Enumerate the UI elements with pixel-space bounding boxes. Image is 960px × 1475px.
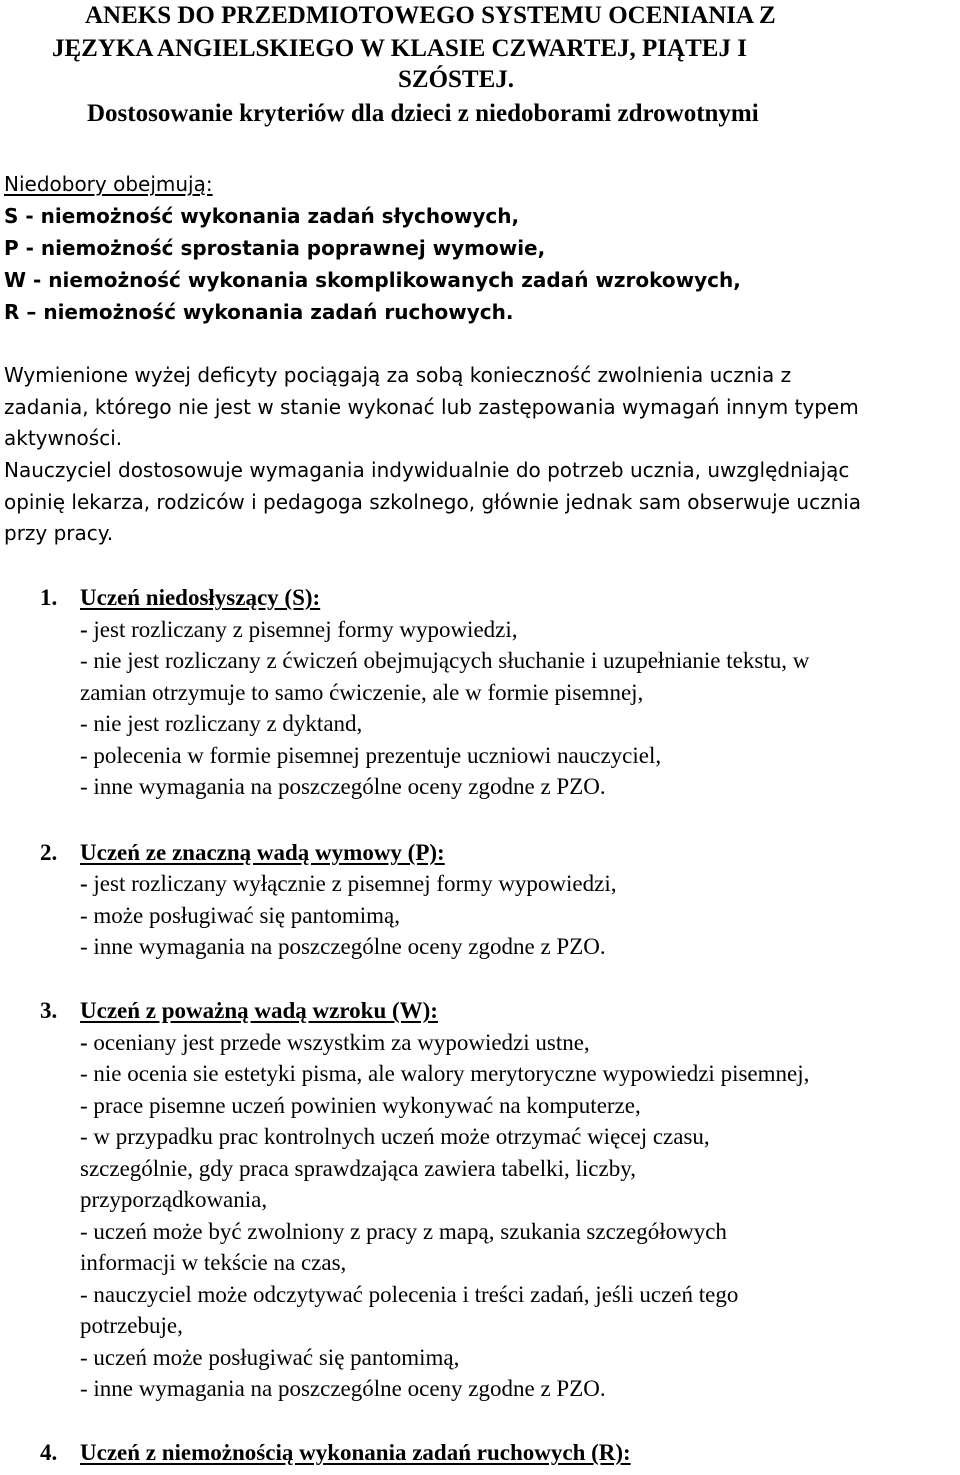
section-1-line: zamian otrzymuje to samo ćwiczenie, ale w formie pisemnej, (80, 680, 644, 705)
section-3-line: - inne wymagania na poszczególne oceny zgodne z PZO. (80, 1376, 606, 1401)
section-2-number: 2. (40, 840, 58, 865)
paragraph-1-line: aktywności. (4, 426, 123, 450)
section-3-line: - prace pisemne uczeń powinien wykonywać na komputerze, (80, 1093, 641, 1118)
section-3-line: potrzebuje, (80, 1313, 183, 1338)
section-3-line: - nauczyciel może odczytywać polecenia i treści zadań, jeśli uczeń tego (80, 1282, 739, 1307)
document-subtitle: Dostosowanie kryteriów dla dzieci z niedoborami zdrowotnymi (87, 100, 759, 127)
section-4-heading: Uczeń z niemożnością wykonania zadań ruchowych (R): (80, 1440, 631, 1465)
section-3-line: - uczeń może być zwolniony z pracy z mapą, szukania szczegółowych (80, 1219, 727, 1244)
section-1-line: - nie jest rozliczany z dyktand, (80, 711, 363, 736)
section-1-heading: Uczeń niedosłyszący (S): (80, 585, 321, 610)
section-3-line: szczególnie, gdy praca sprawdzająca zawiera tabelki, liczby, (80, 1156, 636, 1181)
paragraph-1-line: Wymienione wyżej deficyty pociągają za sobą konieczność zwolnienia ucznia z (4, 363, 792, 387)
deficit-item-w: W - niemożność wykonania skomplikowanych zadań wzrokowych, (4, 268, 741, 292)
section-1-line: - nie jest rozliczany z ćwiczeń obejmujących słuchanie i uzupełnianie tekstu, w (80, 648, 810, 673)
paragraph-1-line: zadania, którego nie jest w stanie wykonać lub zastępowania wymagań innym typem (4, 395, 859, 419)
deficit-item-p: P - niemożność sprostania poprawnej wymowie, (4, 236, 546, 260)
paragraph-2-line: Nauczyciel dostosowuje wymagania indywidualnie do potrzeb ucznia, uwzględniając (4, 458, 850, 482)
section-4-number: 4. (40, 1440, 58, 1465)
section-3-line: informacji w tekście na czas, (80, 1250, 347, 1275)
document-title-line-2: JĘZYKA ANGIELSKIEGO W KLASIE CZWARTEJ, PIĄTEJ I (52, 35, 747, 62)
document-title-line-1: ANEKS DO PRZEDMIOTOWEGO SYSTEMU OCENIANIA Z (85, 2, 776, 29)
section-2-heading: Uczeń ze znaczną wadą wymowy (P): (80, 840, 445, 865)
section-3-line: - w przypadku prac kontrolnych uczeń może otrzymać więcej czasu, (80, 1124, 710, 1149)
deficits-label: Niedobory obejmują: (4, 172, 213, 196)
section-1-line: - jest rozliczany z pisemnej formy wypowiedzi, (80, 617, 518, 642)
deficit-item-s: S - niemożność wykonania zadań słychowych, (4, 204, 520, 228)
section-1-line: - polecenia w formie pisemnej prezentuje uczniowi nauczyciel, (80, 743, 662, 768)
section-2-line: - może posługiwać się pantomimą, (80, 903, 401, 928)
section-3-line: - oceniany jest przede wszystkim za wypowiedzi ustne, (80, 1030, 590, 1055)
section-3-line: przyporządkowania, (80, 1187, 268, 1212)
paragraph-2-line: przy pracy. (4, 521, 114, 545)
section-1-number: 1. (40, 585, 58, 610)
section-1-line: - inne wymagania na poszczególne oceny zgodne z PZO. (80, 774, 606, 799)
document-title-line-3: SZÓSTEJ. (398, 66, 515, 93)
section-2-line: - inne wymagania na poszczególne oceny zgodne z PZO. (80, 934, 606, 959)
deficit-item-r: R – niemożność wykonania zadań ruchowych. (4, 300, 514, 324)
section-3-line: - uczeń może posługiwać się pantomimą, (80, 1345, 460, 1370)
paragraph-2-line: opinię lekarza, rodziców i pedagoga szkolnego, głównie jednak sam obserwuje ucznia (4, 490, 862, 514)
section-3-heading: Uczeń z poważną wadą wzroku (W): (80, 998, 438, 1023)
section-3-line: - nie ocenia sie estetyki pisma, ale walory merytoryczne wypowiedzi pisemnej, (80, 1061, 810, 1086)
section-2-line: - jest rozliczany wyłącznie z pisemnej formy wypowiedzi, (80, 871, 617, 896)
section-3-number: 3. (40, 998, 58, 1023)
